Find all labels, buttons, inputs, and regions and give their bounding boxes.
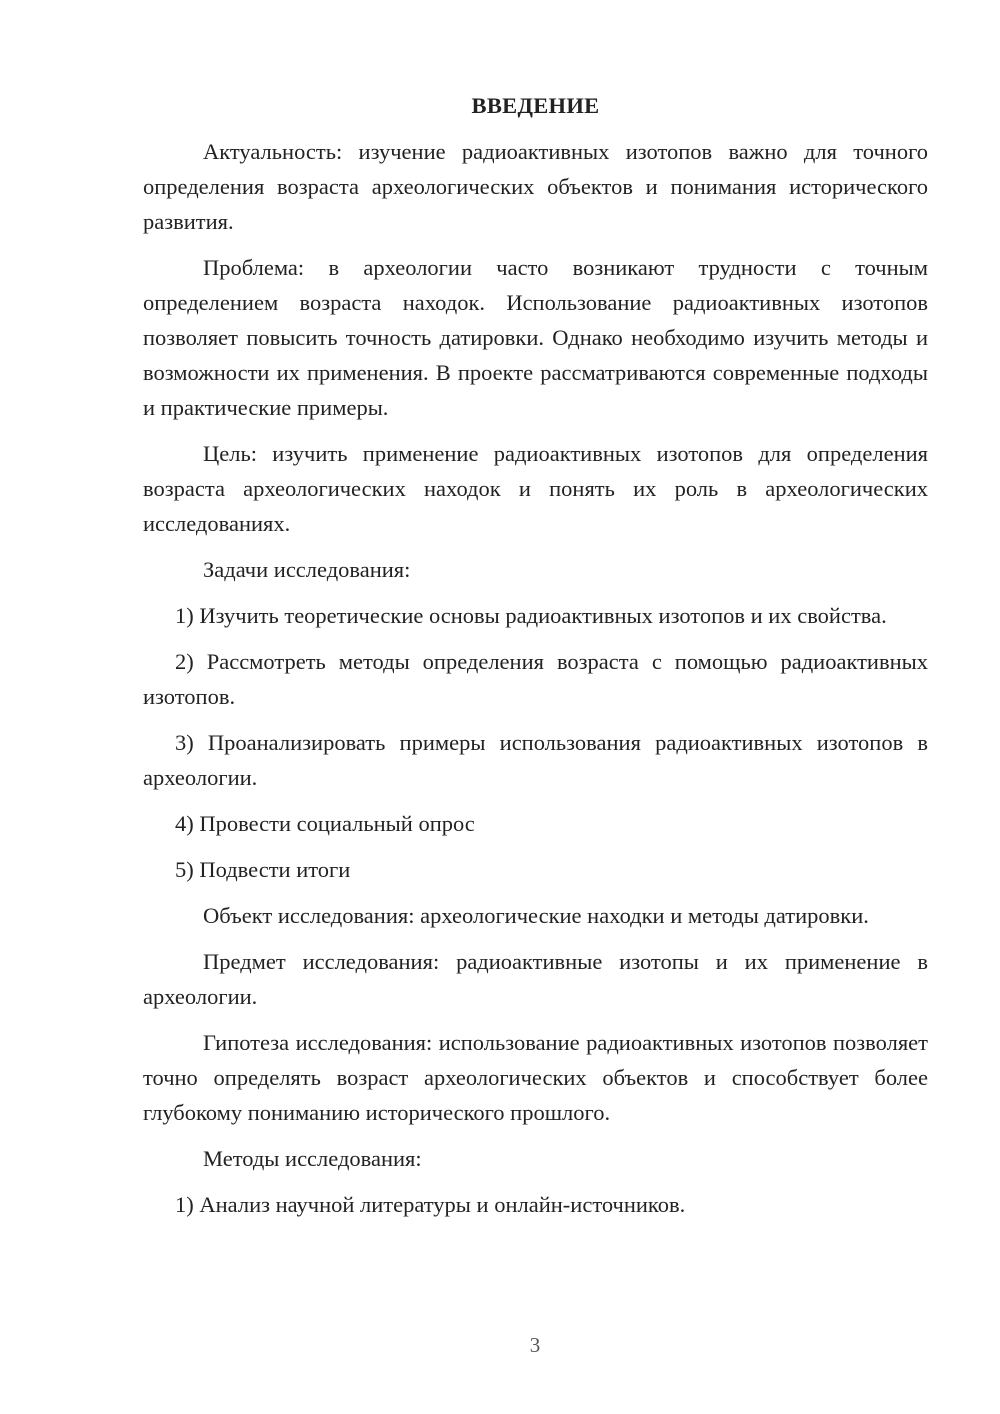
goal-paragraph: Цель: изучить применение радиоактивных изотопов для определения возраста археологических находок и понять их роль в археологических исследованиях. <box>143 441 928 536</box>
relevance-paragraph: Актуальность: изучение радиоактивных изотопов важно для точного определения возраста археологических объектов и понимания исторического развития. <box>143 139 928 234</box>
problem-paragraph: Проблема: в археологии часто возникают трудности с точным определением возраста находок. Использование радиоактивных изотопов позволяет повысить точность датировки. Однако необходимо изучить методы и возможности их применения. В проекте рассматриваются современные подходы и практические примеры. <box>143 255 928 420</box>
task-item-3: 3) Проанализировать примеры использования радиоактивных изотопов в археологии. <box>143 730 928 790</box>
page-body <box>143 88 928 1233</box>
method-item-1: 1) Анализ научной литературы и онлайн-источников. <box>175 1192 686 1217</box>
task-item-5: 5) Подвести итоги <box>175 857 351 882</box>
task-item-1: 1) Изучить теоретические основы радиоактивных изотопов и их свойства. <box>175 603 887 628</box>
page-title: ВВЕДЕНИЕ <box>471 93 600 118</box>
object-paragraph: Объект исследования: археологические находки и методы датировки. <box>203 903 869 928</box>
page-number: 3 <box>529 1333 541 1357</box>
tasks-heading: Задачи исследования: <box>203 557 411 582</box>
hypothesis-paragraph: Гипотеза исследования: использование радиоактивных изотопов позволяет точно определять возраст археологических объектов и способствует более глубокому пониманию исторического прошлого. <box>143 1030 928 1125</box>
task-item-2: 2) Рассмотреть методы определения возраста с помощью радиоактивных изотопов. <box>143 649 928 709</box>
task-item-4: 4) Провести социальный опрос <box>175 811 475 836</box>
subject-paragraph: Предмет исследования: радиоактивные изотопы и их применение в археологии. <box>143 949 928 1009</box>
methods-heading: Методы исследования: <box>203 1146 422 1171</box>
